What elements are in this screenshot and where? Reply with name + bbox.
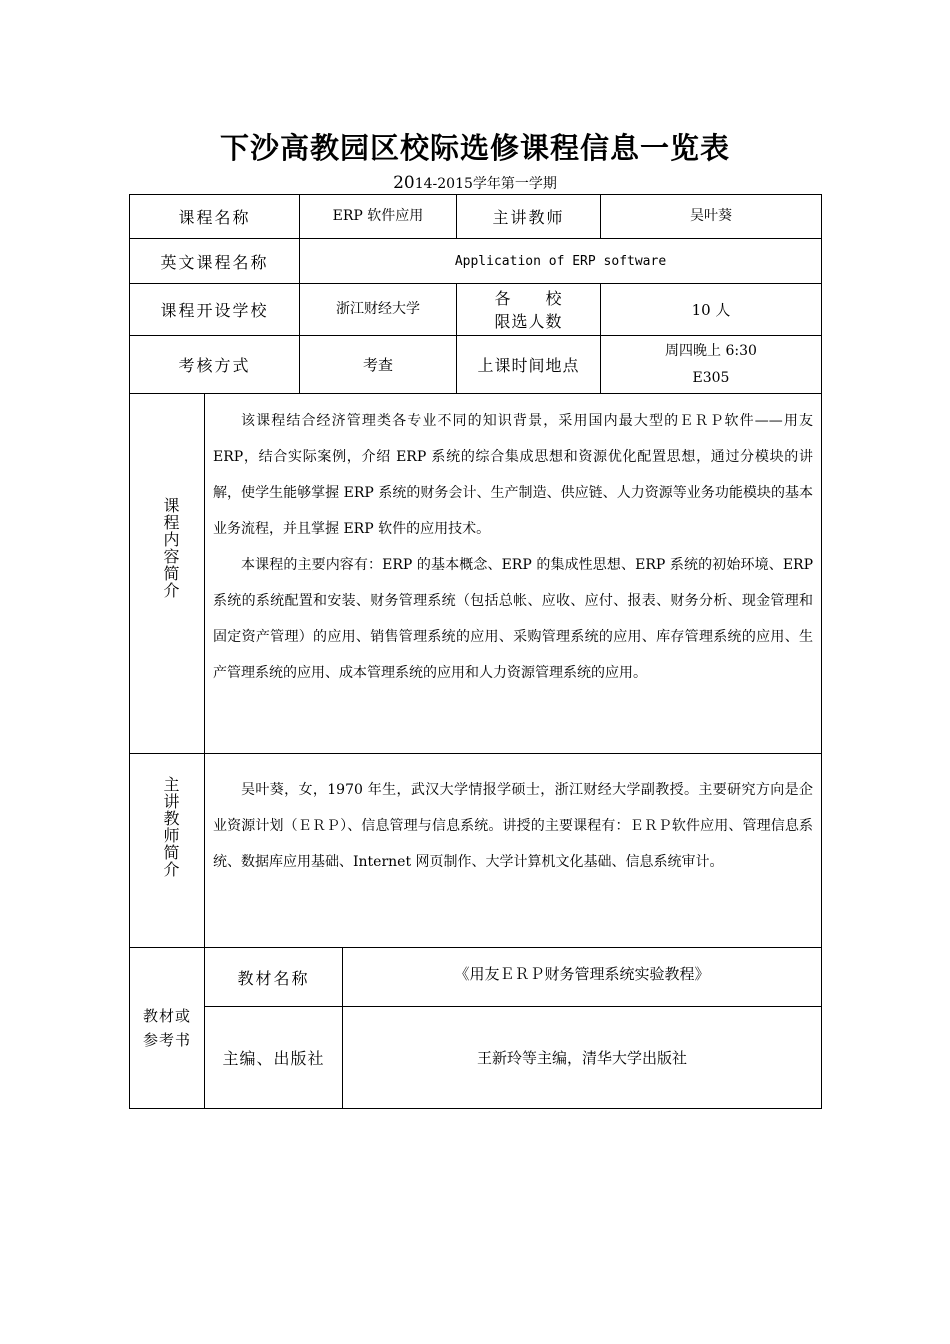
teacher-value: 吴叶葵	[690, 208, 732, 224]
teacher-intro-text	[213, 772, 813, 880]
school-label: 课程开设学校	[160, 301, 269, 320]
quota-label	[457, 284, 600, 335]
teacher-label: 主讲教师	[492, 208, 565, 227]
publisher-label: 主编、出版社	[222, 1049, 325, 1068]
english-name-label: 英文课程名称	[160, 252, 269, 272]
quota-label-line1: 各 校	[494, 288, 563, 308]
class-time: 周四晚上 6:30	[665, 342, 757, 359]
class-place: E305	[692, 369, 730, 386]
row-divider	[130, 393, 821, 394]
quota-value: 10 人	[691, 301, 731, 319]
teacher-intro-label: 主讲教师简介	[161, 776, 180, 878]
course-name-value: ERP 软件应用	[332, 208, 424, 224]
textbook-name-label: 教材名称	[237, 968, 310, 988]
row-divider	[130, 753, 821, 754]
assessment-value: 考查	[362, 356, 393, 374]
semester	[0, 173, 950, 193]
course-intro-text	[213, 403, 813, 691]
course-name-label: 课程名称	[178, 208, 251, 227]
quota-label-line2: 限选人数	[494, 311, 563, 331]
time-place-label: 上课时间地点	[477, 356, 580, 375]
semester-term: 学年第一学期	[472, 176, 557, 192]
semester-year-prefix: 20	[393, 173, 415, 193]
course-intro-paragraph-1: 该课程结合经济管理类各专业不同的知识背景，采用国内最大型的ＥＲＰ软件——用友 ERP，结合实际案例，介绍 ERP 系统的综合集成思想和资源优化配置思想，通过分模块的讲解，使学生能够掌握 ERP 系统的财务会计、生产制造、供应链、人力资源等业务功能模块的基本业务流程，并且掌握 ERP 软件的应用技术。	[213, 413, 813, 537]
course-info-table	[129, 194, 822, 1109]
course-intro-label: 课程内容简介	[161, 497, 180, 599]
course-intro-paragraph-2: 本课程的主要内容有：ERP 的基本概念、ERP 的集成性思想、ERP 系统的初始环境、ERP 系统的系统配置和安装、财务管理系统（包括总帐、应收、应付、报表、财务分析、现金管理和固定资产管理）的应用、销售管理系统的应用、采购管理系统的应用、库存管理系统的应用、生产管理系统的应用、成本管理系统的应用和人力资源管理系统的应用。	[213, 557, 813, 681]
textbook-name-value: 《用友ＥＲＰ财务管理系统实验教程》	[454, 964, 710, 983]
page-title: 下沙高教园区校际选修课程信息一览表	[219, 131, 730, 165]
textbook-label-line1: 教材或	[142, 1007, 191, 1025]
teacher-intro-paragraph: 吴叶葵，女，1970 年生，武汉大学情报学硕士，浙江财经大学副教授。主要研究方向是企业资源计划（ＥＲＰ）、信息管理与信息系统。讲授的主要课程有：ＥＲＰ软件应用、管理信息系统、数据库应用基础、Internet 网页制作、大学计算机文化基础、信息系统审计。	[213, 782, 813, 870]
assessment-label: 考核方式	[178, 356, 251, 375]
school-value: 浙江财经大学	[336, 301, 420, 317]
textbook-label	[130, 948, 204, 1108]
semester-year-rest: 14-2015	[414, 176, 473, 192]
time-place-value	[601, 336, 821, 393]
publisher-value: 王新玲等主编，清华大学出版社	[476, 1049, 687, 1067]
english-name-value: Application of ERP software	[454, 253, 667, 269]
textbook-label-line2: 参考书	[142, 1031, 191, 1049]
